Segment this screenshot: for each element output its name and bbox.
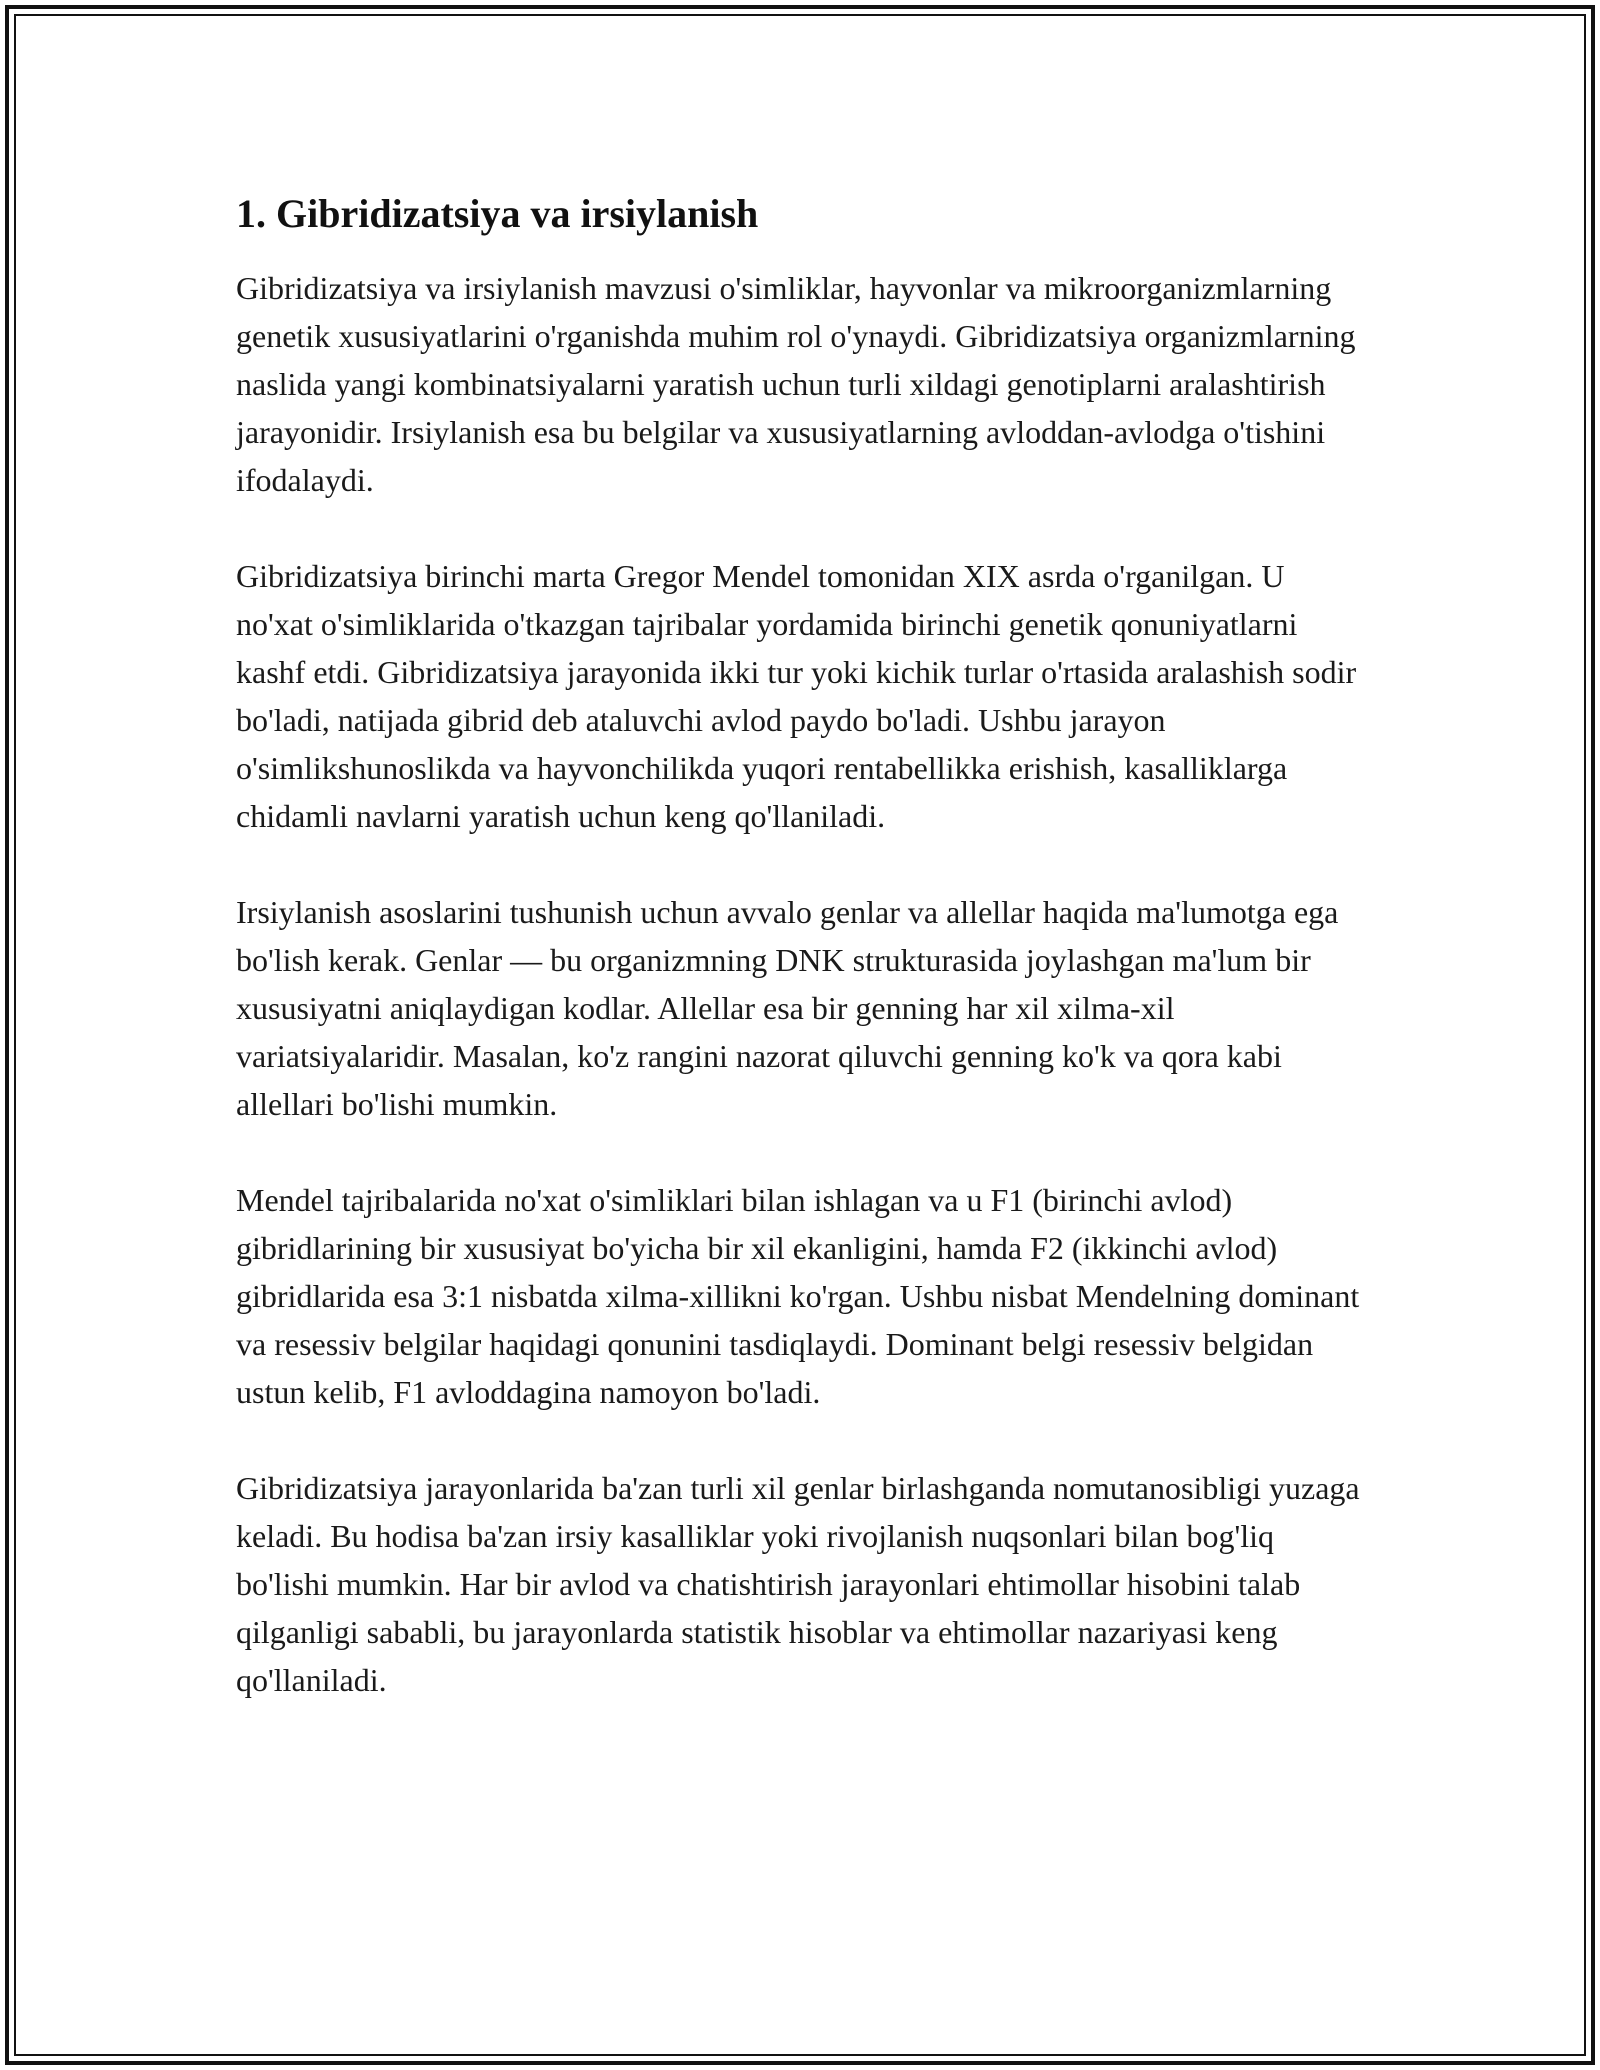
paragraph-4: Mendel tajribalarida no'xat o'simliklari bilan ishlagan va u F1 (birinchi avlod) gibridlarining bir xususiyat bo'yicha bir xil ekanligini, hamda F2 (ikkinchi avlod) gibridlarida esa 3:1 nisbatda xilma-xillikni ko'rgan. Ushbu nisbat Mendelning dominant va resessiv belgilar haqidagi qonunini tasdiqlaydi. Dominant belgi resessiv belgidan ustun kelib, F1 avloddagina namoyon bo'ladi. <box>236 1182 1360 1410</box>
document-title: 1. Gibridizatsiya va irsiylanish <box>236 191 759 236</box>
paragraph-2: Gibridizatsiya birinchi marta Gregor Mendel tomonidan XIX asrda o'rganilgan. U no'xat o'simliklarida o'tkazgan tajribalar yordamida birinchi genetik qonuniyatlarni kashf etdi. Gibridizatsiya jarayonida ikki tur yoki kichik turlar o'rtasida aralashish sodir bo'ladi, natijada gibrid deb ataluvchi avlod paydo bo'ladi. Ushbu jarayon o'simlikshunoslikda va hayvonchilikda yuqori rentabellikka erishish, kasalliklarga chidamli navlarni yaratish uchun keng qo'llaniladi. <box>236 558 1357 834</box>
document-body <box>236 186 1366 1752</box>
paragraph-3: Irsiylanish asoslarini tushunish uchun avvalo genlar va allellar haqida ma'lumotga ega bo'lish kerak. Genlar — bu organizmning DNK strukturasida joylashgan ma'lum bir xususiyatni aniqlaydigan kodlar. Allellar esa bir genning har xil xilma-xil variatsiyalaridir. Masalan, ko'z rangini nazorat qiluvchi genning ko'k va qora kabi allellari bo'lishi mumkin. <box>236 894 1339 1122</box>
paragraph-5: Gibridizatsiya jarayonlarida ba'zan turli xil genlar birlashganda nomutanosibligi yuzaga keladi. Bu hodisa ba'zan irsiy kasalliklar yoki rivojlanish nuqsonlari bilan bog'liq bo'lishi mumkin. Har bir avlod va chatishtirish jarayonlari ehtimollar hisobini talab qilganligi sababli, bu jarayonlarda statistik hisoblar va ehtimollar nazariyasi keng qo'llaniladi. <box>236 1470 1360 1698</box>
paragraph-1: Gibridizatsiya va irsiylanish mavzusi o'simliklar, hayvonlar va mikroorganizmlarning genetik xususiyatlarini o'rganishda muhim rol o'ynaydi. Gibridizatsiya organizmlarning naslida yangi kombinatsiyalarni yaratish uchun turli xildagi genotiplarni aralashtirish jarayonidir. Irsiylanish esa bu belgilar va xususiyatlarning avloddan-avlodga o'tishini ifodalaydi. <box>236 270 1356 498</box>
